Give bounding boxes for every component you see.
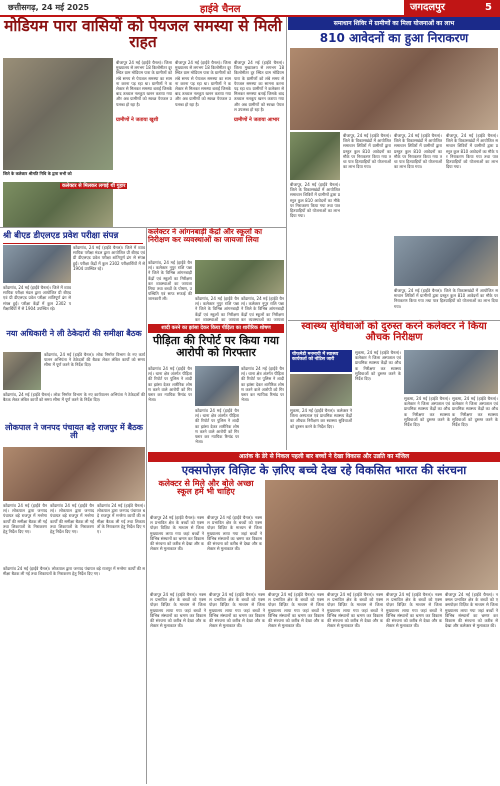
article8-text-col3: बीजापुर, 24 मई (हाईवे चैनल)। जिले के विकासखंडों में आयोजित समाधान शिविरों में ग्रामीणों द्वारा प्रस्तुत कुल 810 आवेदनों का मौके पर निराकरण किया गया तथा पात्र हितग्राहियों को योजनाओं का लाभ दिया गया।: [446, 133, 498, 170]
article1-text-col3: बीजापुर 24 मई (हाईवे चैनल)। जिला मुख्यालय से लगभग 18 किलोमीटर दूर स्थित ग्राम मोडियम पारा के ग्रामीणों को लंबे समय से पेयजल समस्या का सामना करना पड़ रहा था। ग्रामीणों ने कलेक्टर से मिलकर समस्या बताई जिसके बाद तत्काल नलकूप खनन कराया गया और अब ग्रामीणों को स्वच्छ पेयजल उपलब्ध हो रहा है।: [234, 60, 284, 112]
article1-text-col1: बीजापुर 24 मई (हाईवे चैनल)। जिला मुख्यालय से लगभग 18 किलोमीटर दूर स्थित ग्राम मोडियम पारा के ग्रामीणों को लंबे समय से पेयजल समस्या का सामना करना पड़ रहा था। ग्रामीणों ने कलेक्टर से मिलकर समस्या बताई जिसके बाद तत्काल नलकूप खनन कराया गया और अब ग्रामीणों को स्वच्छ पेयजल उपलब्ध हो रहा है।: [116, 60, 172, 107]
bottom-strip: आतंक के डेरे से निकल पहली बार बच्चों ने देखा विकास और उन्नति का मंजिल: [148, 452, 500, 462]
article7-headline: स्वास्थ्य सुविधाओं को दुरुस्त करने कलेक्टर ने किया औचक निरीक्षण: [301, 321, 487, 343]
divider: [286, 17, 287, 450]
issue-date: छत्तीसगढ़, 24 मई 2025: [8, 3, 90, 12]
top-right-banner: समाधान शिविर में ग्रामीणों का मिला योजनाओं का लाभ: [288, 17, 500, 30]
article2-photo: [3, 245, 71, 283]
article9-text-col8: बीजापुर 24 मई (हाईवे चैनल)। नक्सल प्रभावित क्षेत्र के बच्चों को एक्सपोज़र विज़िट के माध्यम से जिला मुख्यालय लाया गया जहां बच्चों ने विभिन्न संस्थानों का भ्रमण कर विकास की संरचना को करीब से देखा और कलेक्टर से मुलाकात की।: [445, 592, 498, 629]
article9-text-col4: बीजापुर 24 मई (हाईवे चैनल)। नक्सल प्रभावित क्षेत्र के बच्चों को एक्सपोज़र विज़िट के माध्यम से जिला मुख्यालय लाया गया जहां बच्चों ने विभिन्न संस्थानों का भ्रमण कर विकास की संरचना को करीब से देखा और कलेक्टर से मुलाकात की।: [209, 592, 265, 629]
divider: [288, 320, 500, 321]
article1-caption: जिले के कलेक्टर श्रीमति निधि के द्वारा सभी को: [3, 171, 72, 176]
article8-text-col2: बीजापुर, 24 मई (हाईवे चैनल)। जिले के विकासखंडों में आयोजित समाधान शिविरों में ग्रामीणों द्वारा प्रस्तुत कुल 810 आवेदनों का मौके पर निराकरण किया गया तथा पात्र हितग्राहियों को योजनाओं का लाभ दिया गया।: [394, 133, 442, 170]
article7-box-text: चीफमेडी मनमायी में स्वास्थ्य कार्यकर्ता को नोटिस जारी: [292, 352, 339, 362]
article3-text-b: कोंडागांव, 24 मई (हाईवे चैनल)। लोक निर्माण विभाग के नए कार्यपालन अभियंता ने ठेकेदारों की बैठक लेकर लंबित कार्यों को समय सीमा में पूर्ण करने के निर्देश दिए।: [3, 392, 145, 403]
article1-subhead-1: ग्रामीणों ने जताया खुशी: [116, 117, 159, 123]
article7-photo-1: [290, 374, 352, 406]
article7-text-col2: सुकमा, 24 मई (हाईवे चैनल)। कलेक्टर ने जिला अस्पताल एवं प्राथमिक स्वास्थ्य केंद्रों का औचक निरीक्षण कर स्वास्थ्य सुविधाओं को दुरुस्त करने के निर्देश दिए।: [404, 396, 450, 428]
article7-photo-2: [404, 350, 498, 394]
article9-photo: [265, 480, 498, 590]
article5-headline: कलेक्टर ने आंगनबाड़ी केंद्रों और स्कूलों का निरीक्षण कर व्यवस्थाओं का जायजा लिया: [148, 227, 262, 244]
divider: [146, 228, 147, 784]
article4-text-col1: कोंडागांव 24 मई (हाईवे चैनल)। लोकपाल द्वारा जनपद पंचायत बड़े राजपुर में मनरेगा कार्यों की समीक्षा बैठक ली गई तथा शिकायतों के निराकरण हेतु निर्देश दिए गए।: [3, 503, 47, 535]
page-number: 5: [485, 2, 492, 13]
article1-text-col2: बीजापुर 24 मई (हाईवे चैनल)। जिला मुख्यालय से लगभग 18 किलोमीटर दूर स्थित ग्राम मोडियम पारा के ग्रामीणों को लंबे समय से पेयजल समस्या का सामना करना पड़ रहा था। ग्रामीणों ने कलेक्टर से मिलकर समस्या बताई जिसके बाद तत्काल नलकूप खनन कराया गया और अब ग्रामीणों को स्वच्छ पेयजल उपलब्ध हो रहा है।: [175, 60, 231, 107]
article7-text-col0: सुकमा, 24 मई (हाईवे चैनल)। कलेक्टर ने जिला अस्पताल एवं प्राथमिक स्वास्थ्य केंद्रों का औचक निरीक्षण कर स्वास्थ्य सुविधाओं को दुरुस्त करने के निर्देश दिए।: [290, 408, 352, 429]
article6-photo: [195, 366, 239, 406]
article9-text-col3: बीजापुर 24 मई (हाईवे चैनल)। नक्सल प्रभावित क्षेत्र के बच्चों को एक्सपोज़र विज़िट के माध्यम से जिला मुख्यालय लाया गया जहां बच्चों ने विभिन्न संस्थानों का भ्रमण कर विकास की संरचना को करीब से देखा और कलेक्टर से मुलाकात की।: [150, 592, 206, 629]
article6-text-col2: कोंडागांव 24 मई (हाईवे चैनल)। थाना क्षेत्र अंतर्गत पीड़िता की रिपोर्ट पर पुलिस ने शादी का झांसा देकर शारीरिक शोषण करने वाले आरोपी को गिरफ्तार कर न्यायिक रिमांड पर भेजा।: [195, 408, 239, 445]
article8-photo: [394, 236, 498, 286]
article5-text-col3: कोंडागांव, 24 मई (हाईवे चैनल)। कलेक्टर नूपुर राशि पन्ना ने जिले के विभिन्न आंगनबाड़ी केंद्रों एवं स्कूलों का निरीक्षण कर व्यवस्थाओं का जायजा: [241, 296, 284, 322]
article9-text-col5: बीजापुर 24 मई (हाईवे चैनल)। नक्सल प्रभावित क्षेत्र के बच्चों को एक्सपोज़र विज़िट के माध्यम से जिला मुख्यालय लाया गया जहां बच्चों ने विभिन्न संस्थानों का भ्रमण कर विकास की संरचना को करीब से देखा और कलेक्टर से मुलाकात की।: [268, 592, 324, 629]
article4-headline: लोकपाल ने जनपद पंचायत बड़े राजपुर में बैठक ली: [5, 423, 143, 441]
article1-headline: मोडियम पारा वासियों को पेयजल समस्या से मिली राहत: [4, 17, 282, 52]
article6-kicker: शादी करने का झांसा देकर किया पीड़िता का शारीरिक शोषण: [148, 324, 284, 333]
article4-photo: [3, 447, 145, 501]
top-right-headline: 810 आवेदनों का हुआ निराकरण: [319, 31, 469, 45]
article3-photo: [3, 352, 41, 390]
article1-subhead-2: कलेक्टर से मिलकर लगाई थी गुहार: [62, 183, 126, 189]
article6-headline: पीड़िता की रिपोर्ट पर किया गया आरोपी को गिरफ्तार: [152, 334, 280, 359]
top-right-photo-2: [290, 132, 340, 180]
newspaper-name: हाईवे चैनल: [200, 4, 241, 15]
article8-text-col4: बीजापुर, 24 मई (हाईवे चैनल)। जिले के विकासखंडों में आयोजित समाधान शिविरों में ग्रामीणों द्वारा प्रस्तुत कुल 810 आवेदनों का मौके पर निराकरण किया गया तथा पात्र हितग्राहियों को योजनाओं का लाभ दिया गया।: [394, 288, 498, 309]
article5-text-col2: कोंडागांव, 24 मई (हाईवे चैनल)। कलेक्टर नूपुर राशि पन्ना ने जिले के विभिन्न आंगनबाड़ी केंद्रों एवं स्कूलों का निरीक्षण कर व्यवस्थाओं का जायजा: [195, 296, 239, 322]
article9-subheadline: कलेक्टर से मिले और बोले अच्छा स्कूल हमें भी चाहिए: [158, 479, 254, 497]
article2-headline: श्री बीएड डीएलएड प्रवेश परीक्षा संपन्न: [3, 229, 143, 244]
article9-text-col1: बीजापुर 24 मई (हाईवे चैनल)। नक्सल प्रभावित क्षेत्र के बच्चों को एक्सपोज़र विज़िट के माध्यम से जिला मुख्यालय लाया गया जहां बच्चों ने विभिन्न संस्थानों का भ्रमण कर विकास की संरचना को करीब से देखा और कलेक्टर से मुलाकात की।: [150, 515, 204, 552]
article3-headline: नया अधिकारी ने ली ठेकेदारों की समीक्षा बैठक: [6, 329, 142, 338]
divider: [0, 227, 286, 228]
article3-text: कोंडागांव, 24 मई (हाईवे चैनल)। लोक निर्माण विभाग के नए कार्यपालन अभियंता ने ठेकेदारों की बैठक लेकर लंबित कार्यों को समय सीमा में पूर्ण करने के निर्देश दिए।: [44, 352, 145, 368]
masthead: [0, 0, 500, 17]
article8-text-col1: बीजापुर, 24 मई (हाईवे चैनल)। जिले के विकासखंडों में आयोजित समाधान शिविरों में ग्रामीणों द्वारा प्रस्तुत कुल 810 आवेदनों का मौके पर निराकरण किया गया तथा पात्र हितग्राहियों को योजनाओं का लाभ दिया गया।: [343, 133, 391, 170]
article4-text-col3: कोंडागांव 24 मई (हाईवे चैनल)। लोकपाल द्वारा जनपद पंचायत बड़े राजपुर में मनरेगा कार्यों की समीक्षा बैठक ली गई तथा शिकायतों के निराकरण हेतु निर्देश दिए गए।: [97, 503, 145, 535]
article4-text-more: कोंडागांव 24 मई (हाईवे चैनल)। लोकपाल द्वारा जनपद पंचायत बड़े राजपुर में मनरेगा कार्यों की समीक्षा बैठक ली गई तथा शिकायतों के निराकरण हेतु निर्देश दिए गए।: [3, 566, 145, 577]
city-tab: [404, 0, 500, 15]
article5-text-col1: कोंडागांव, 24 मई (हाईवे चैनल)। कलेक्टर नूपुर राशि पन्ना ने जिले के विभिन्न आंगनबाड़ी केंद्रों एवं स्कूलों का निरीक्षण कर व्यवस्थाओं का जायजा लिया तथा बच्चों के पोषण, उपस्थिति एवं साफ सफाई की जानकारी ली।: [148, 260, 192, 302]
article7-box: [290, 350, 352, 372]
article6-text-col3: कोंडागांव 24 मई (हाईवे चैनल)। थाना क्षेत्र अंतर्गत पीड़िता की रिपोर्ट पर पुलिस ने शादी का झांसा देकर शारीरिक शोषण करने वाले आरोपी को गिरफ्तार कर न्यायिक रिमांड पर भेजा।: [241, 366, 284, 403]
article9-text-col7: बीजापुर 24 मई (हाईवे चैनल)। नक्सल प्रभावित क्षेत्र के बच्चों को एक्सपोज़र विज़िट के माध्यम से जिला मुख्यालय लाया गया जहां बच्चों ने विभिन्न संस्थानों का भ्रमण कर विकास की संरचना को करीब से देखा और कलेक्टर से मुलाकात की।: [386, 592, 442, 629]
article9-text-col2: बीजापुर 24 मई (हाईवे चैनल)। नक्सल प्रभावित क्षेत्र के बच्चों को एक्सपोज़र विज़िट के माध्यम से जिला मुख्यालय लाया गया जहां बच्चों ने विभिन्न संस्थानों का भ्रमण कर विकास की संरचना को करीब से देखा और कलेक्टर से मुलाकात की।: [207, 515, 262, 552]
article8-text-col0: बीजापुर, 24 मई (हाईवे चैनल)। जिले के विकासखंडों में आयोजित समाधान शिविरों में ग्रामीणों द्वारा प्रस्तुत कुल 810 आवेदनों का मौके पर निराकरण किया गया तथा पात्र हितग्राहियों को योजनाओं का लाभ दिया गया।: [290, 182, 340, 219]
article2-text: कोंडागांव, 24 मई (हाईवे चैनल)। जिले में व्यावसायिक परीक्षा मंडल द्वारा आयोजित प्री बीएड एवं प्री डीएलएड प्रवेश परीक्षा शांतिपूर्ण ढंग से संपन्न हुई। परीक्षा केंद्रों में कुल 2302 परीक्षार्थियों में से 1904 उपस्थित रहे।: [73, 245, 145, 271]
article1-photo-1: [3, 58, 113, 170]
top-right-photo: [290, 48, 498, 130]
article2-text-b: कोंडागांव, 24 मई (हाईवे चैनल)। जिले में व्यावसायिक परीक्षा मंडल द्वारा आयोजित प्री बीएड एवं प्री डीएलएड प्रवेश परीक्षा शांतिपूर्ण ढंग से संपन्न हुई। परीक्षा केंद्रों में कुल 2302 परीक्षार्थियों में से 1904 उपस्थित रहे।: [3, 285, 71, 311]
article7-text-col1: सुकमा, 24 मई (हाईवे चैनल)। कलेक्टर ने जिला अस्पताल एवं प्राथमिक स्वास्थ्य केंद्रों का औचक निरीक्षण कर स्वास्थ्य सुविधाओं को दुरुस्त करने के निर्देश दिए।: [355, 350, 401, 382]
article7-text-col3: सुकमा, 24 मई (हाईवे चैनल)। कलेक्टर ने जिला अस्पताल एवं प्राथमिक स्वास्थ्य केंद्रों का औचक निरीक्षण कर स्वास्थ्य सुविधाओं को दुरुस्त करने के निर्देश दिए।: [452, 396, 498, 428]
city-name: जगदलपुर: [410, 2, 445, 13]
article9-headline: एक्सपोज़र विज़िट के ज़रिए बच्चे देख रहे विकसित भारत की संरचना: [181, 463, 467, 477]
article5-photo: [195, 260, 284, 294]
article9-text-col6: बीजापुर 24 मई (हाईवे चैनल)। नक्सल प्रभावित क्षेत्र के बच्चों को एक्सपोज़र विज़िट के माध्यम से जिला मुख्यालय लाया गया जहां बच्चों ने विभिन्न संस्थानों का भ्रमण कर विकास की संरचना को करीब से देखा और कलेक्टर से मुलाकात की।: [327, 592, 383, 629]
article1-subhead-3: ग्रामीणों ने जताया आभार: [234, 117, 280, 123]
article4-text-col2: कोंडागांव 24 मई (हाईवे चैनल)। लोकपाल द्वारा जनपद पंचायत बड़े राजपुर में मनरेगा कार्यों की समीक्षा बैठक ली गई तथा शिकायतों के निराकरण हेतु निर्देश दिए गए।: [50, 503, 94, 535]
article6-text-col1: कोंडागांव 24 मई (हाईवे चैनल)। थाना क्षेत्र अंतर्गत पीड़िता की रिपोर्ट पर पुलिस ने शादी का झांसा देकर शारीरिक शोषण करने वाले आरोपी को गिरफ्तार कर न्यायिक रिमांड पर भेजा।: [148, 366, 192, 403]
